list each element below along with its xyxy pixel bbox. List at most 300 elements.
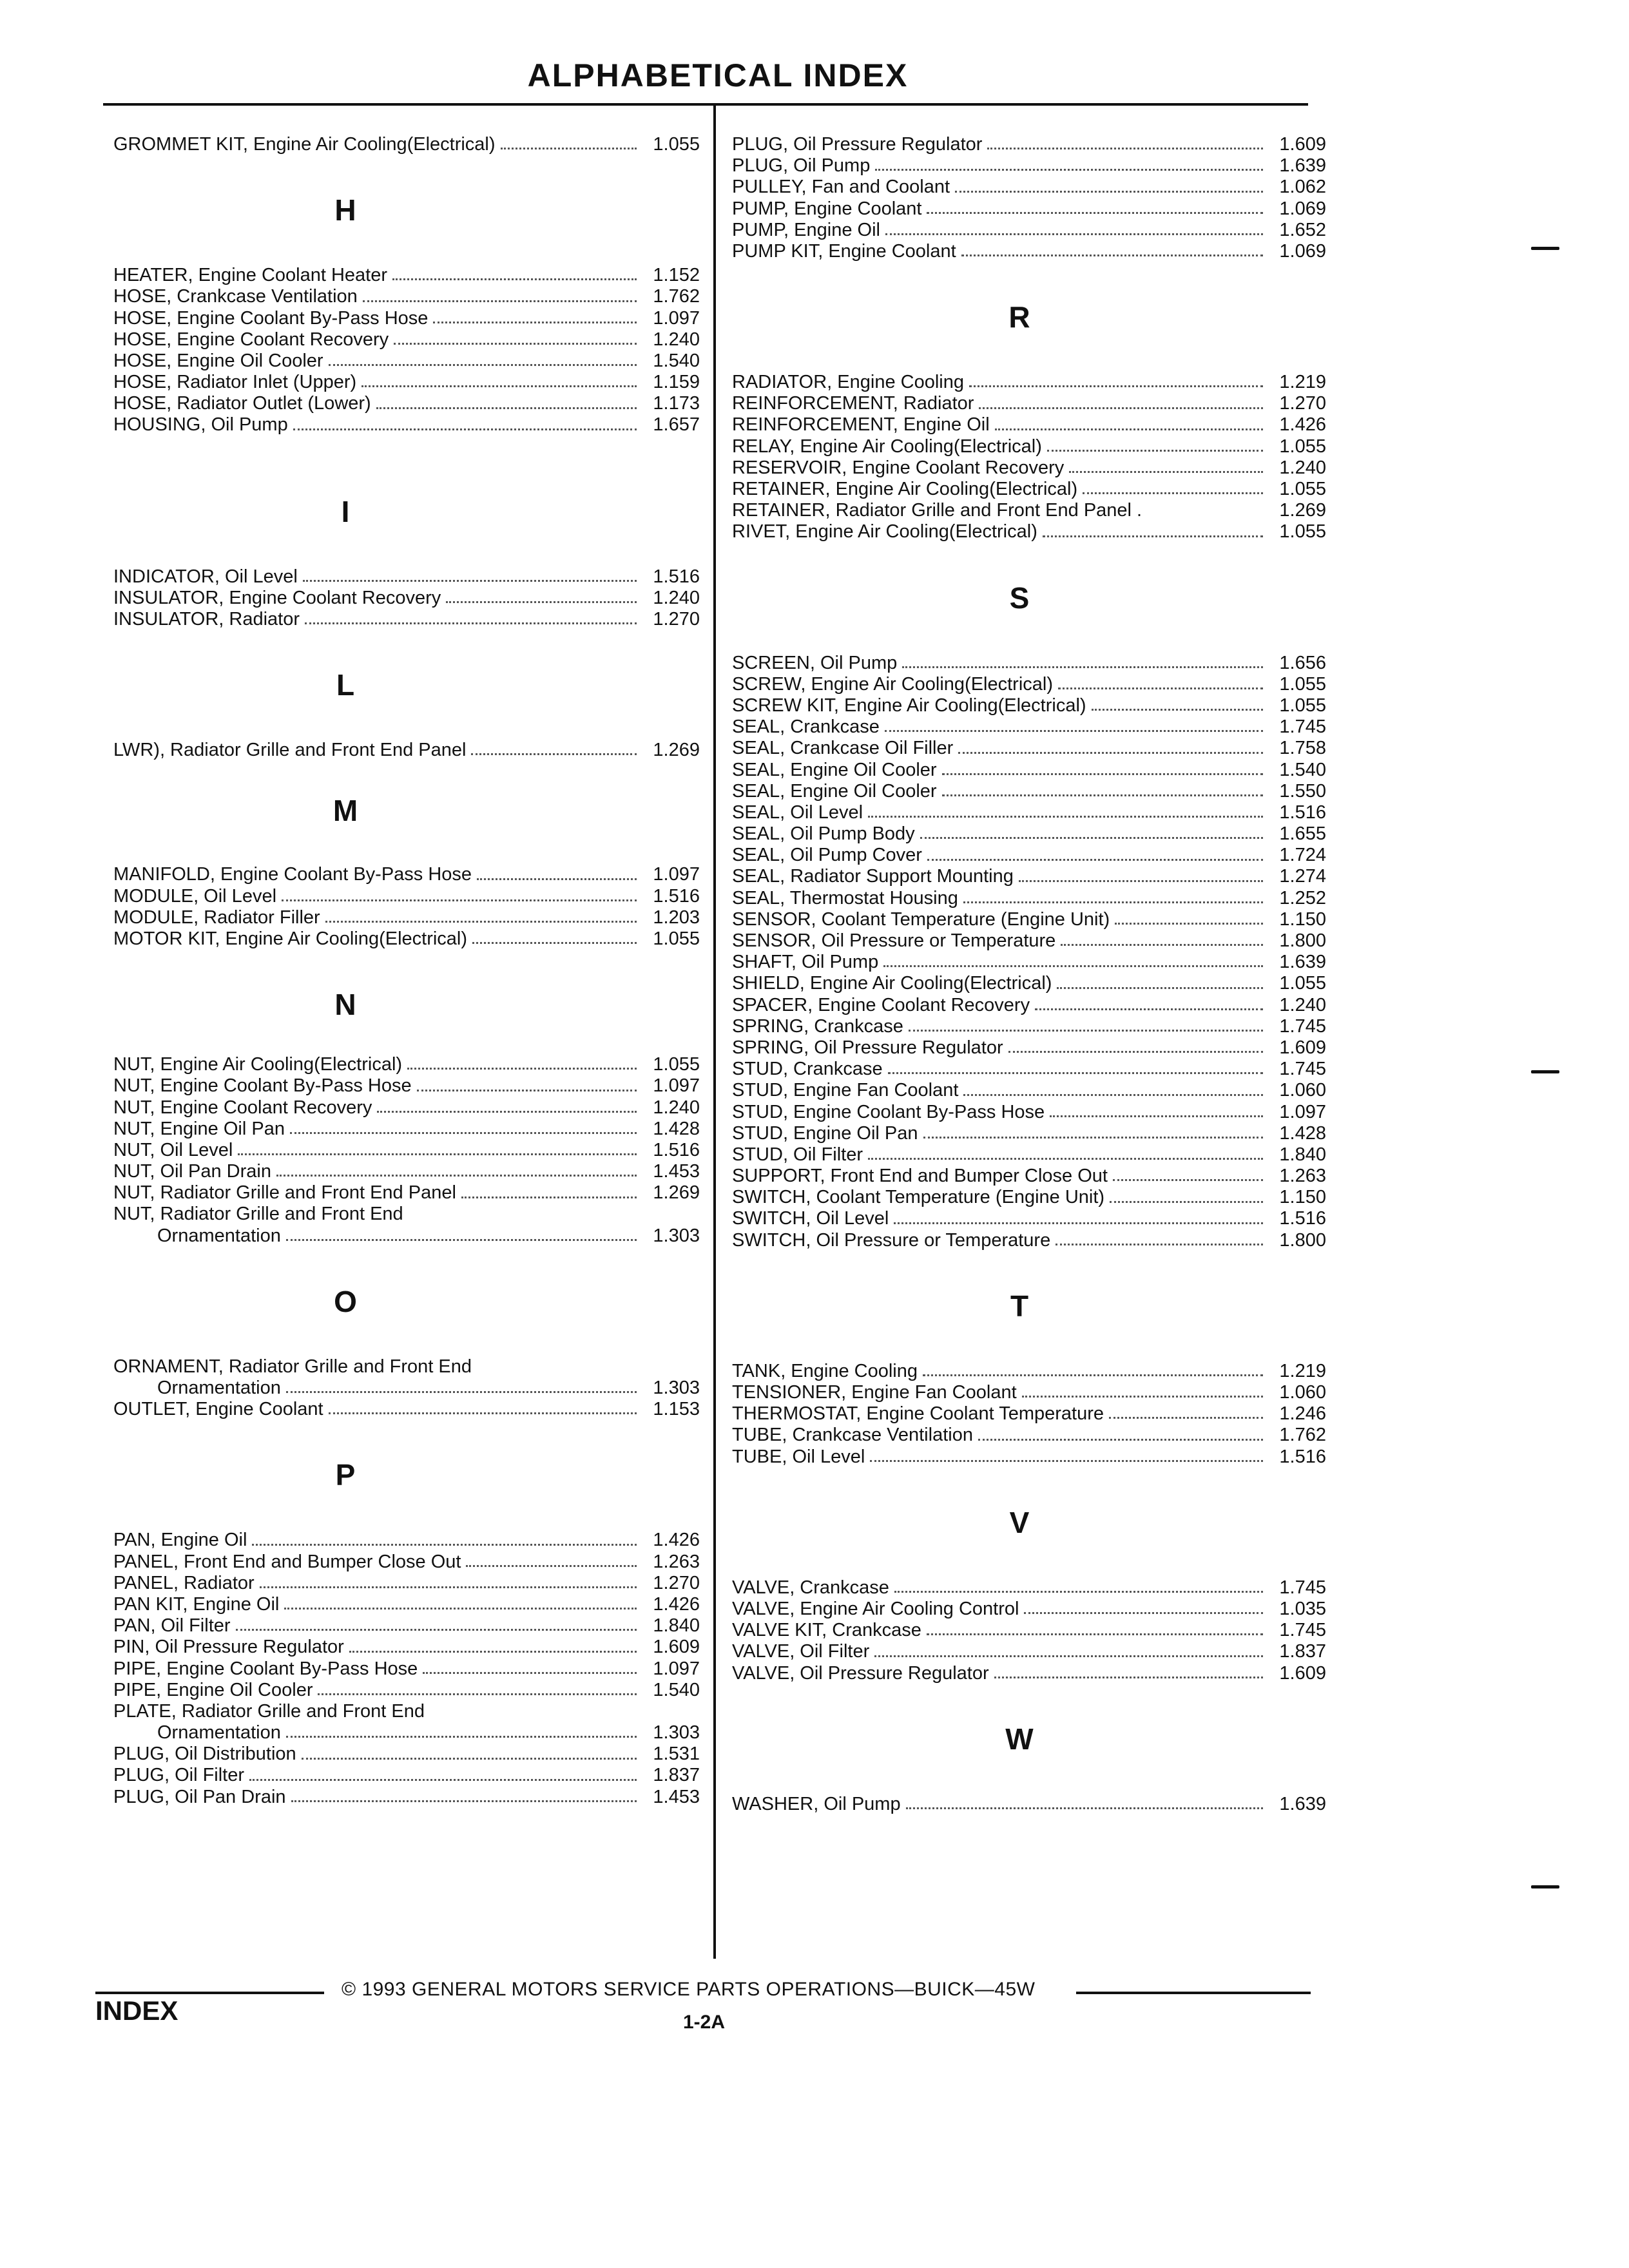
entry-label: STUD, Crankcase [732, 1059, 883, 1080]
entry-page: 1.303 [653, 1378, 700, 1399]
index-entry [732, 952, 1326, 973]
dot-leader [955, 191, 1263, 193]
index-entry [732, 995, 1326, 1016]
entry-label: RIVET, Engine Air Cooling(Electrical) [732, 521, 1037, 543]
entry-page: 1.203 [653, 907, 700, 928]
index-entry [732, 372, 1326, 393]
section-letter: H [334, 193, 356, 227]
entry-page: 1.516 [653, 1139, 700, 1160]
spacer [113, 827, 700, 864]
entry-label: SHAFT, Oil Pump [732, 952, 879, 973]
section-letter: R [1008, 300, 1030, 334]
dot-leader [942, 773, 1263, 775]
entry-label: SPACER, Engine Coolant Recovery [732, 994, 1030, 1015]
entry-label: PUMP, Engine Coolant [732, 198, 922, 219]
entry-label: PAN, Oil Filter [113, 1615, 231, 1637]
entry-label: NUT, Engine Coolant By-Pass Hose [113, 1075, 412, 1097]
index-entry [113, 1097, 700, 1119]
entry-label: PANEL, Radiator [113, 1572, 255, 1593]
index-entry [732, 1599, 1326, 1620]
entry-page: 1.837 [653, 1765, 700, 1786]
dot-leader [433, 322, 637, 323]
dot-leader [961, 255, 1263, 256]
entry-label: SENSOR, Oil Pressure or Temperature [732, 930, 1056, 952]
margin-mark [1531, 1070, 1559, 1073]
dot-leader [305, 622, 637, 624]
dot-leader [1061, 944, 1263, 946]
index-entry [113, 1356, 700, 1378]
index-entry [732, 1080, 1326, 1101]
dot-leader [874, 1655, 1263, 1657]
index-entry [732, 1425, 1326, 1446]
section-letter: S [1009, 581, 1030, 615]
index-entry [113, 1225, 700, 1247]
entry-page: 1.263 [653, 1551, 700, 1572]
entry-page: 1.055 [1279, 436, 1326, 457]
entry-page: 1.745 [1279, 1015, 1326, 1037]
dot-leader [284, 1608, 637, 1610]
index-entry [732, 1187, 1326, 1208]
index-entry [732, 653, 1326, 674]
dot-leader [303, 580, 637, 582]
index-entry [113, 886, 700, 907]
dot-leader [978, 1439, 1263, 1441]
index-entry [113, 265, 700, 286]
entry-page: 1.055 [1279, 521, 1326, 543]
index-entry [732, 1059, 1326, 1080]
index-entry [113, 286, 700, 307]
dot-leader [894, 1222, 1263, 1224]
entry-label: VALVE, Engine Air Cooling Control [732, 1598, 1019, 1619]
entry-label: INSULATOR, Radiator [113, 609, 300, 630]
entry-page: 1.724 [1279, 845, 1326, 866]
entry-page: 1.055 [1279, 673, 1326, 695]
dot-leader [888, 1072, 1263, 1074]
index-entry [113, 1573, 700, 1594]
dot-leader [923, 1137, 1263, 1139]
entry-page: 1.153 [653, 1399, 700, 1420]
dot-leader [252, 1544, 637, 1546]
index-entry [732, 134, 1326, 155]
entry-page: 1.060 [1279, 1080, 1326, 1101]
dot-leader [286, 1391, 637, 1393]
spacer [732, 614, 1326, 653]
dot-leader [942, 794, 1263, 796]
dot-leader [995, 428, 1263, 430]
dot-leader [423, 1672, 637, 1674]
entry-label: NUT, Radiator Grille and Front End [113, 1204, 403, 1225]
footer-rule-right [1076, 1992, 1311, 1994]
dot-leader [1110, 1201, 1263, 1203]
dot-leader [969, 385, 1263, 387]
entry-page: 1.055 [653, 133, 700, 155]
entry-label: PAN, Engine Oil [113, 1530, 247, 1551]
index-entry [732, 1663, 1326, 1684]
entry-label: TENSIONER, Engine Fan Coolant [732, 1382, 1017, 1403]
entry-page: 1.762 [653, 286, 700, 307]
entry-page: 1.540 [1279, 759, 1326, 780]
dot-leader [417, 1090, 637, 1091]
entry-label: INSULATOR, Engine Coolant Recovery [113, 587, 441, 608]
entry-page: 1.516 [1279, 1208, 1326, 1229]
dot-leader [1109, 1417, 1263, 1419]
index-entry [113, 1530, 700, 1551]
entry-label: PIPE, Engine Oil Cooler [113, 1679, 313, 1700]
entry-label: SEAL, Oil Pump Cover [732, 845, 922, 866]
entry-page: 1.062 [1279, 177, 1326, 198]
index-entry [732, 823, 1326, 845]
entry-page: 1.762 [1279, 1425, 1326, 1446]
index-entry [732, 1209, 1326, 1230]
index-entry [732, 177, 1326, 198]
section-letter: W [1005, 1722, 1034, 1756]
entry-page: 1.150 [1279, 908, 1326, 930]
entry-label: SEAL, Crankcase Oil Filler [732, 738, 954, 759]
section-letter: P [335, 1458, 356, 1492]
entry-label: NUT, Radiator Grille and Front End Panel [113, 1182, 456, 1204]
entry-page: 1.516 [653, 885, 700, 907]
entry-page: 1.159 [653, 372, 700, 393]
index-column-left [113, 134, 700, 1808]
index-entry [732, 479, 1326, 500]
dot-leader [466, 1565, 637, 1567]
footer-rule-left [95, 1992, 324, 1994]
index-entry [732, 436, 1326, 457]
entry-page: 1.758 [1279, 738, 1326, 759]
entry-page: 1.270 [1279, 393, 1326, 414]
entry-page: 1.240 [653, 587, 700, 608]
entry-page: 1.240 [653, 1097, 700, 1118]
entry-label: RETAINER, Radiator Grille and Front End Panel . [732, 500, 1142, 521]
index-entry [113, 1204, 700, 1225]
entry-label: SEAL, Engine Oil Cooler [732, 759, 937, 780]
entry-label: NUT, Oil Pan Drain [113, 1161, 271, 1182]
dot-leader [870, 1460, 1263, 1462]
entry-page: 1.269 [653, 740, 700, 761]
entry-page: 1.173 [653, 393, 700, 414]
spacer [732, 1251, 1326, 1290]
index-entry [113, 609, 700, 630]
entry-page: 1.097 [653, 1658, 700, 1679]
index-entry [732, 1166, 1326, 1187]
index-entry [113, 1787, 700, 1808]
entry-label: HOSE, Engine Oil Cooler [113, 350, 323, 371]
entry-label: OUTLET, Engine Coolant [113, 1399, 323, 1420]
dot-leader [927, 859, 1263, 861]
dot-leader [446, 601, 637, 603]
index-entry [113, 1119, 700, 1140]
entry-label: PLUG, Oil Filter [113, 1765, 245, 1786]
margin-mark [1531, 1885, 1559, 1888]
index-entry [113, 372, 700, 393]
entry-label: HOSE, Engine Coolant Recovery [113, 329, 389, 350]
index-column-right [732, 134, 1326, 1815]
dot-leader [902, 666, 1263, 668]
dot-leader [407, 1068, 637, 1070]
entry-page: 1.055 [653, 928, 700, 949]
index-entry [113, 1182, 700, 1204]
entry-label: SUPPORT, Front End and Bumper Close Out [732, 1166, 1108, 1187]
dot-leader [1035, 1008, 1263, 1010]
dot-leader [1050, 1115, 1263, 1117]
dot-leader [477, 878, 637, 880]
index-entry [732, 845, 1326, 866]
entry-label: VALVE, Oil Filter [732, 1641, 870, 1662]
index-entry [732, 930, 1326, 952]
entry-label: PUMP, Engine Oil [732, 219, 880, 240]
entry-page: 1.609 [1279, 133, 1326, 155]
entry-label: HOSE, Radiator Outlet (Lower) [113, 393, 371, 414]
entry-label: SPRING, Crankcase [732, 1015, 903, 1037]
index-entry [732, 415, 1326, 436]
dot-leader [1047, 450, 1263, 452]
entry-page: 1.097 [1279, 1101, 1326, 1122]
index-entry [113, 1075, 700, 1097]
entry-label: HOUSING, Oil Pump [113, 414, 288, 436]
dot-leader [329, 1412, 637, 1414]
entry-page: 1.303 [653, 1722, 700, 1744]
entry-page: 1.097 [653, 1075, 700, 1097]
entry-label: NUT, Oil Level [113, 1139, 233, 1160]
spacer [113, 1420, 700, 1459]
spacer [732, 1684, 1326, 1723]
entry-label: RETAINER, Engine Air Cooling(Electrical) [732, 479, 1078, 500]
entry-page: 1.428 [653, 1118, 700, 1139]
entry-page: 1.263 [1279, 1166, 1326, 1187]
entry-label: SWITCH, Coolant Temperature (Engine Unit) [732, 1187, 1105, 1208]
entry-page: 1.639 [1279, 155, 1326, 177]
entry-page: 1.656 [1279, 652, 1326, 673]
section-letter: O [334, 1284, 357, 1318]
entry-page: 1.069 [1279, 240, 1326, 262]
entry-label: STUD, Engine Coolant By-Pass Hose [732, 1101, 1045, 1122]
entry-label: Ornamentation [157, 1225, 281, 1246]
entry-page: 1.097 [653, 307, 700, 329]
entry-label: MODULE, Oil Level [113, 885, 277, 907]
index-entry [732, 674, 1326, 695]
index-entry [732, 716, 1326, 738]
entry-label: SHIELD, Engine Air Cooling(Electrical) [732, 973, 1052, 994]
spacer [732, 1322, 1326, 1361]
spacer [732, 1468, 1326, 1506]
entry-label: RELAY, Engine Air Cooling(Electrical) [732, 436, 1042, 457]
entry-label: HOSE, Crankcase Ventilation [113, 286, 358, 307]
spacer [113, 155, 700, 194]
index-entry [113, 1594, 700, 1615]
margin-mark [1531, 247, 1559, 250]
entry-label: PLUG, Oil Pressure Regulator [732, 133, 983, 155]
entry-page: 1.097 [653, 864, 700, 885]
index-entry [113, 351, 700, 372]
index-entry [732, 1102, 1326, 1123]
entry-label: PLUG, Oil Distribution [113, 1744, 296, 1765]
index-entry [113, 1054, 700, 1075]
section-letter: T [1010, 1289, 1029, 1323]
title-rule [103, 103, 1308, 106]
index-entry [732, 1403, 1326, 1425]
index-entry [113, 588, 700, 609]
entry-page: 1.840 [1279, 1144, 1326, 1165]
entry-page: 1.540 [653, 350, 700, 371]
index-entry [113, 329, 700, 351]
entry-label: STUD, Oil Filter [732, 1144, 863, 1165]
dot-leader [260, 1586, 637, 1588]
entry-label: NUT, Engine Air Cooling(Electrical) [113, 1054, 403, 1075]
index-entry [732, 1382, 1326, 1403]
entry-label: Ornamentation [157, 1378, 281, 1399]
entry-page: 1.240 [1279, 994, 1326, 1015]
entry-page: 1.516 [1279, 802, 1326, 823]
spacer [113, 528, 700, 566]
dot-leader [325, 921, 637, 923]
index-entry [113, 1722, 700, 1744]
entry-page: 1.269 [653, 1182, 700, 1204]
dot-leader [276, 1175, 637, 1177]
entry-page: 1.516 [1279, 1446, 1326, 1467]
entry-label: SCREEN, Oil Pump [732, 652, 898, 673]
entry-label: SWITCH, Oil Pressure or Temperature [732, 1229, 1051, 1251]
dot-leader [885, 233, 1263, 235]
entry-label: RADIATOR, Engine Cooling [732, 372, 964, 393]
section-letter: L [336, 668, 355, 702]
page-title: ALPHABETICAL INDEX [527, 57, 909, 93]
entry-label: STUD, Engine Fan Coolant [732, 1080, 959, 1101]
dot-leader [994, 1677, 1263, 1678]
entry-label: GROMMET KIT, Engine Air Cooling(Electrical) [113, 133, 496, 155]
index-entry [732, 1641, 1326, 1662]
entry-label: PLUG, Oil Pump [732, 155, 871, 177]
entry-page: 1.426 [653, 1530, 700, 1551]
footer-section-label: INDEX [95, 1995, 178, 2026]
dot-leader [349, 1651, 637, 1653]
index-entry [113, 415, 700, 436]
entry-page: 1.639 [1279, 1793, 1326, 1814]
entry-label: NUT, Engine Oil Pan [113, 1118, 285, 1139]
dot-leader [963, 1094, 1263, 1096]
dot-leader [501, 148, 637, 149]
entry-page: 1.270 [653, 1572, 700, 1593]
spacer [113, 1247, 700, 1285]
dot-leader [1058, 687, 1263, 689]
entry-label: WASHER, Oil Pump [732, 1793, 901, 1814]
dot-leader [392, 278, 637, 280]
index-entry [732, 695, 1326, 716]
entry-label: INDICATOR, Oil Level [113, 566, 298, 587]
entry-page: 1.800 [1279, 1229, 1326, 1251]
spacer [732, 262, 1326, 301]
entry-page: 1.069 [1279, 198, 1326, 219]
dot-leader [318, 1693, 637, 1695]
entry-page: 1.152 [653, 265, 700, 286]
spacer [732, 543, 1326, 582]
index-entry [732, 521, 1326, 543]
entry-page: 1.657 [653, 414, 700, 436]
entry-page: 1.303 [653, 1225, 700, 1246]
dot-leader [291, 1800, 637, 1802]
entry-label: MANIFOLD, Engine Coolant By-Pass Hose [113, 864, 472, 885]
dot-leader [236, 1629, 637, 1631]
spacer [732, 1539, 1326, 1577]
index-entry [732, 155, 1326, 177]
entry-page: 1.745 [1279, 1059, 1326, 1080]
index-entry [113, 1637, 700, 1658]
index-entry [732, 457, 1326, 479]
entry-label: VALVE KIT, Crankcase [732, 1620, 921, 1641]
dot-leader [361, 385, 637, 387]
index-entry [732, 1037, 1326, 1059]
dot-leader [1024, 1612, 1263, 1614]
index-entry [732, 198, 1326, 220]
index-entry [732, 1230, 1326, 1251]
entry-label: HEATER, Engine Coolant Heater [113, 265, 388, 286]
entry-label: PULLEY, Fan and Coolant [732, 177, 950, 198]
index-entry [113, 308, 700, 329]
index-entry [732, 973, 1326, 994]
dot-leader [963, 901, 1263, 903]
index-entry [732, 781, 1326, 802]
entry-page: 1.246 [1279, 1403, 1326, 1425]
dot-leader [1069, 471, 1263, 473]
dot-leader [1057, 987, 1263, 989]
footer-page-number: 1-2A [683, 2012, 726, 2033]
index-entry [113, 907, 700, 928]
entry-page: 1.426 [1279, 414, 1326, 436]
entry-page: 1.055 [653, 1054, 700, 1075]
entry-label: TUBE, Crankcase Ventilation [732, 1425, 973, 1446]
entry-page: 1.219 [1279, 372, 1326, 393]
index-entry [732, 241, 1326, 262]
entry-page: 1.540 [653, 1679, 700, 1700]
index-entry [113, 1378, 700, 1399]
entry-label: THERMOSTAT, Engine Coolant Temperature [732, 1403, 1104, 1425]
dot-leader [1022, 1396, 1263, 1398]
entry-page: 1.426 [653, 1593, 700, 1615]
entry-page: 1.269 [1279, 500, 1326, 521]
spacer [732, 333, 1326, 372]
dot-leader [979, 407, 1263, 409]
index-entry [113, 1765, 700, 1787]
spacer [113, 761, 700, 794]
index-entry [113, 1399, 700, 1420]
entry-label: VALVE, Crankcase [732, 1577, 889, 1598]
entry-label: MODULE, Radiator Filler [113, 907, 320, 928]
entry-label: SPRING, Oil Pressure Regulator [732, 1037, 1003, 1058]
dot-leader [1019, 880, 1263, 882]
entry-page: 1.453 [653, 1161, 700, 1182]
entry-label: PANEL, Front End and Bumper Close Out [113, 1551, 461, 1572]
spacer [113, 1491, 700, 1530]
dot-leader [290, 1132, 637, 1134]
dot-leader [894, 1591, 1263, 1593]
entry-page: 1.745 [1279, 1577, 1326, 1598]
entry-label: MOTOR KIT, Engine Air Cooling(Electrical) [113, 928, 468, 949]
index-entry [732, 1361, 1326, 1382]
spacer [113, 226, 700, 265]
spacer [113, 950, 700, 988]
entry-page: 1.655 [1279, 823, 1326, 845]
entry-label: TUBE, Oil Level [732, 1446, 865, 1467]
entry-page: 1.531 [653, 1744, 700, 1765]
entry-page: 1.516 [653, 566, 700, 587]
entry-page: 1.150 [1279, 1187, 1326, 1208]
dot-leader [376, 407, 637, 409]
entry-page: 1.055 [1279, 973, 1326, 994]
index-entry [113, 740, 700, 761]
spacer [113, 1318, 700, 1356]
index-entry [732, 760, 1326, 781]
dot-leader [1055, 1244, 1263, 1245]
index-entry [732, 1577, 1326, 1599]
